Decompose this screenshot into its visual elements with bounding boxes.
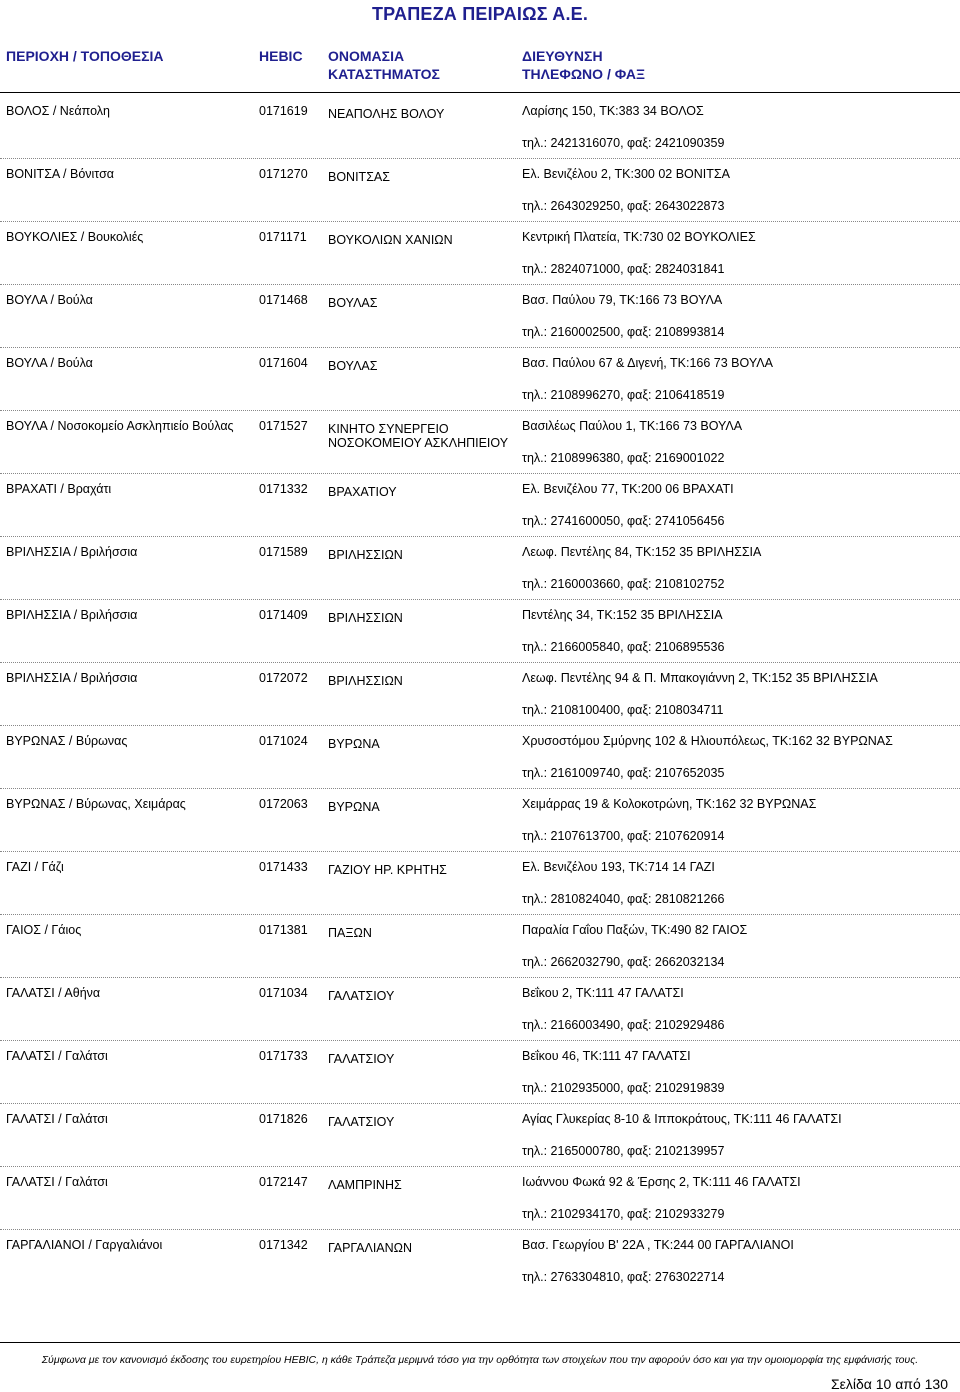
row-area: ΓΑΛΑΤΣΙ / Αθήνα <box>6 986 101 1000</box>
row-phone: τηλ.: 2421316070, φαξ: 2421090359 <box>522 136 725 150</box>
row-hebic: 0171034 <box>259 986 308 1000</box>
row-area: ΒΡΑΧΑΤΙ / Βραχάτι <box>6 482 112 496</box>
row-address: Βεΐκου 2, ΤΚ:111 47 ΓΑΛΑΤΣΙ <box>522 986 684 1000</box>
row-name: ΒΡΙΛΗΣΣΙΩΝ <box>328 548 403 562</box>
row-hebic: 0172072 <box>259 671 308 685</box>
row-divider <box>0 977 960 978</box>
row-area: ΒΥΡΩΝΑΣ / Βύρωνας <box>6 734 128 748</box>
row-name: ΓΑΖΙΟΥ ΗΡ. ΚΡΗΤΗΣ <box>328 863 447 877</box>
row-hebic: 0172147 <box>259 1175 308 1189</box>
row-phone: τηλ.: 2824071000, φαξ: 2824031841 <box>522 262 725 276</box>
row-area: ΒΟΛΟΣ / Νεάπολη <box>6 104 110 118</box>
row-area: ΓΑΛΑΤΣΙ / Γαλάτσι <box>6 1049 108 1063</box>
row-address: Λεωφ. Πεντέλης 84, ΤΚ:152 35 ΒΡΙΛΗΣΣΙΑ <box>522 545 762 559</box>
row-name: ΒΡΑΧΑΤΙΟΥ <box>328 485 397 499</box>
row-hebic: 0171433 <box>259 860 308 874</box>
row-address: Ελ. Βενιζέλου 2, ΤΚ:300 02 ΒΟΝΙΤΣΑ <box>522 167 730 181</box>
header-area-label: ΠΕΡΙΟΧΗ / ΤΟΠΟΘΕΣΙΑ <box>6 48 164 64</box>
row-area: ΒΥΡΩΝΑΣ / Βύρωνας, Χειμάρας <box>6 797 186 811</box>
row-name: ΠΑΞΩΝ <box>328 926 372 940</box>
row-name: ΒΥΡΩΝΑ <box>328 737 380 751</box>
row-name: ΒΡΙΛΗΣΣΙΩΝ <box>328 674 403 688</box>
row-address: Αγίας Γλυκερίας 8-10 & Ιπποκράτους, ΤΚ:111 46 ΓΑΛΑΤΣΙ <box>522 1112 842 1126</box>
row-address: Ελ. Βενιζέλου 77, ΤΚ:200 06 ΒΡΑΧΑΤΙ <box>522 482 734 496</box>
row-divider <box>0 1103 960 1104</box>
row-phone: τηλ.: 2108100400, φαξ: 2108034711 <box>522 703 724 717</box>
row-address: Χρυσοστόμου Σμύρνης 102 & Ηλιουπόλεως, ΤΚ:162 32 ΒΥΡΩΝΑΣ <box>522 734 893 748</box>
row-name: ΓΑΡΓΑΛΙΑΝΩΝ <box>328 1241 413 1255</box>
column-header-hebic <box>259 47 303 65</box>
row-phone: τηλ.: 2160003660, φαξ: 2108102752 <box>522 577 725 591</box>
row-name: ΒΟΥΛΑΣ <box>328 296 378 310</box>
row-hebic: 0171270 <box>259 167 308 181</box>
row-divider <box>0 536 960 537</box>
row-address: Πεντέλης 34, ΤΚ:152 35 ΒΡΙΛΗΣΣΙΑ <box>522 608 723 622</box>
row-divider <box>0 914 960 915</box>
column-header-area <box>6 47 164 65</box>
row-phone: τηλ.: 2108996380, φαξ: 2169001022 <box>522 451 725 465</box>
page-number: Σελίδα 10 από 130 <box>830 1376 948 1392</box>
row-address: Βασ. Παύλου 67 & Διγενή, ΤΚ:166 73 ΒΟΥΛΑ <box>522 356 773 370</box>
row-name: ΒΟΥΛΑΣ <box>328 359 378 373</box>
row-name: ΓΑΛΑΤΣΙΟΥ <box>328 989 395 1003</box>
row-divider <box>0 851 960 852</box>
row-divider <box>0 725 960 726</box>
row-area: ΒΟΥΚΟΛΙΕΣ / Βουκολιές <box>6 230 144 244</box>
row-hebic: 0171409 <box>259 608 308 622</box>
row-hebic: 0171619 <box>259 104 308 118</box>
row-hebic: 0171589 <box>259 545 308 559</box>
row-hebic: 0171527 <box>259 419 308 433</box>
row-phone: τηλ.: 2102934170, φαξ: 2102933279 <box>522 1207 725 1221</box>
row-phone: τηλ.: 2107613700, φαξ: 2107620914 <box>522 829 725 843</box>
row-hebic: 0171468 <box>259 293 308 307</box>
row-address: Ιωάννου Φωκά 92 & Έρσης 2, ΤΚ:111 46 ΓΑΛΑΤΣΙ <box>522 1175 801 1189</box>
row-divider <box>0 284 960 285</box>
footer-note: Σύμφωνα με τον κανονισμό έκδοσης του ευρετηρίου HEBIC, η κάθε Τράπεζα μεριμνά τόσο για την ορθότητα των στοιχείων που την αφορούν όσο και για την ομοιομορφία της εμφάνισής τους. <box>41 1354 919 1366</box>
row-address: Βεΐκου 46, ΤΚ:111 47 ΓΑΛΑΤΣΙ <box>522 1049 691 1063</box>
row-phone: τηλ.: 2165000780, φαξ: 2102139957 <box>522 1144 725 1158</box>
row-area: ΒΟΥΛΑ / Νοσοκομείο Ασκληπιείο Βούλας <box>6 419 234 433</box>
row-hebic: 0171733 <box>259 1049 308 1063</box>
row-phone: τηλ.: 2166003490, φαξ: 2102929486 <box>522 1018 725 1032</box>
row-address: Κεντρική Πλατεία, ΤΚ:730 02 ΒΟΥΚΟΛΙΕΣ <box>522 230 756 244</box>
row-phone: τηλ.: 2763304810, φαξ: 2763022714 <box>522 1270 725 1284</box>
row-address: Βασ. Γεωργίου Β' 22Α , ΤΚ:244 00 ΓΑΡΓΑΛΙΑΝΟΙ <box>522 1238 794 1252</box>
row-phone: τηλ.: 2161009740, φαξ: 2107652035 <box>522 766 725 780</box>
row-hebic: 0172063 <box>259 797 308 811</box>
footer-divider <box>0 1342 960 1343</box>
row-divider <box>0 158 960 159</box>
row-divider <box>0 662 960 663</box>
row-hebic: 0171381 <box>259 923 308 937</box>
row-address: Χειμάρρας 19 & Κολοκοτρώνη, ΤΚ:162 32 ΒΥΡΩΝΑΣ <box>522 797 817 811</box>
row-hebic: 0171826 <box>259 1112 308 1126</box>
row-name: ΛΑΜΠΡΙΝΗΣ <box>328 1178 402 1192</box>
row-area: ΒΡΙΛΗΣΣΙΑ / Βριλήσσια <box>6 608 138 622</box>
row-area: ΒΟΥΛΑ / Βούλα <box>6 356 93 370</box>
row-area: ΒΟΥΛΑ / Βούλα <box>6 293 93 307</box>
row-divider <box>0 1229 960 1230</box>
row-divider <box>0 1166 960 1167</box>
row-name-line2: ΝΟΣΟΚΟΜΕΙΟΥ ΑΣΚΛΗΠΙΕΙΟΥ <box>328 436 509 450</box>
row-area: ΓΑΖΙ / Γάζι <box>6 860 64 874</box>
header-name-line1: ΟΝΟΜΑΣΙΑ <box>328 48 405 64</box>
row-area: ΓΑΙΟΣ / Γάιος <box>6 923 82 937</box>
row-hebic: 0171342 <box>259 1238 308 1252</box>
row-name: ΚΙΝΗΤΟ ΣΥΝΕΡΓΕΙΟ <box>328 422 449 436</box>
row-area: ΒΟΝΙΤΣΑ / Βόνιτσα <box>6 167 115 181</box>
row-hebic: 0171171 <box>259 230 307 244</box>
row-name: ΓΑΛΑΤΣΙΟΥ <box>328 1052 395 1066</box>
row-phone: τηλ.: 2741600050, φαξ: 2741056456 <box>522 514 725 528</box>
row-phone: τηλ.: 2108996270, φαξ: 2106418519 <box>522 388 725 402</box>
row-name: ΝΕΑΠΟΛΗΣ ΒΟΛΟΥ <box>328 107 445 121</box>
column-header-name <box>328 47 440 83</box>
row-area: ΓΑΛΑΤΣΙ / Γαλάτσι <box>6 1175 108 1189</box>
row-phone: τηλ.: 2166005840, φαξ: 2106895536 <box>522 640 725 654</box>
row-name: ΒΟΥΚΟΛΙΩΝ ΧΑΝΙΩΝ <box>328 233 453 247</box>
row-name: ΒΡΙΛΗΣΣΙΩΝ <box>328 611 403 625</box>
row-name: ΒΥΡΩΝΑ <box>328 800 380 814</box>
row-phone: τηλ.: 2102935000, φαξ: 2102919839 <box>522 1081 725 1095</box>
page-title: ΤΡΑΠΕΖΑ ΠΕΙΡΑΙΩΣ Α.Ε. <box>371 4 589 24</box>
row-area: ΒΡΙΛΗΣΣΙΑ / Βριλήσσια <box>6 545 138 559</box>
row-address: Λαρίσης 150, ΤΚ:383 34 ΒΟΛΟΣ <box>522 104 704 118</box>
row-address: Βασ. Παύλου 79, ΤΚ:166 73 ΒΟΥΛΑ <box>522 293 723 307</box>
row-area: ΓΑΡΓΑΛΙΑΝΟΙ / Γαργαλιάνοι <box>6 1238 163 1252</box>
row-name: ΒΟΝΙΤΣΑΣ <box>328 170 390 184</box>
row-divider <box>0 347 960 348</box>
row-divider <box>0 410 960 411</box>
row-divider <box>0 788 960 789</box>
row-area: ΒΡΙΛΗΣΣΙΑ / Βριλήσσια <box>6 671 138 685</box>
column-header-address <box>522 47 645 83</box>
row-address: Λεωφ. Πεντέλης 94 & Π. Μπακογιάννη 2, ΤΚ:152 35 ΒΡΙΛΗΣΣΙΑ <box>522 671 878 685</box>
row-divider <box>0 1040 960 1041</box>
row-phone: τηλ.: 2643029250, φαξ: 2643022873 <box>522 199 725 213</box>
row-hebic: 0171024 <box>259 734 308 748</box>
row-hebic: 0171332 <box>259 482 308 496</box>
row-hebic: 0171604 <box>259 356 308 370</box>
row-address: Βασιλέως Παύλου 1, ΤΚ:166 73 ΒΟΥΛΑ <box>522 419 743 433</box>
row-address: Ελ. Βενιζέλου 193, ΤΚ:714 14 ΓΑΖΙ <box>522 860 715 874</box>
row-phone: τηλ.: 2160002500, φαξ: 2108993814 <box>522 325 725 339</box>
row-phone: τηλ.: 2810824040, φαξ: 2810821266 <box>522 892 725 906</box>
header-address-line2: ΤΗΛΕΦΩΝΟ / ΦΑΞ <box>522 66 645 82</box>
row-phone: τηλ.: 2662032790, φαξ: 2662032134 <box>522 955 725 969</box>
row-divider <box>0 473 960 474</box>
row-divider <box>0 221 960 222</box>
header-hebic-label: HEBIC <box>259 48 303 64</box>
header-divider <box>0 92 960 93</box>
row-area: ΓΑΛΑΤΣΙ / Γαλάτσι <box>6 1112 108 1126</box>
header-name-line2: ΚΑΤΑΣΤΗΜΑΤΟΣ <box>328 66 440 82</box>
header-address-line1: ΔΙΕΥΘΥΝΣΗ <box>522 48 603 64</box>
row-address: Παραλία Γαΐου Παξών, ΤΚ:490 82 ΓΑΙΟΣ <box>522 923 748 937</box>
row-divider <box>0 599 960 600</box>
row-name: ΓΑΛΑΤΣΙΟΥ <box>328 1115 395 1129</box>
